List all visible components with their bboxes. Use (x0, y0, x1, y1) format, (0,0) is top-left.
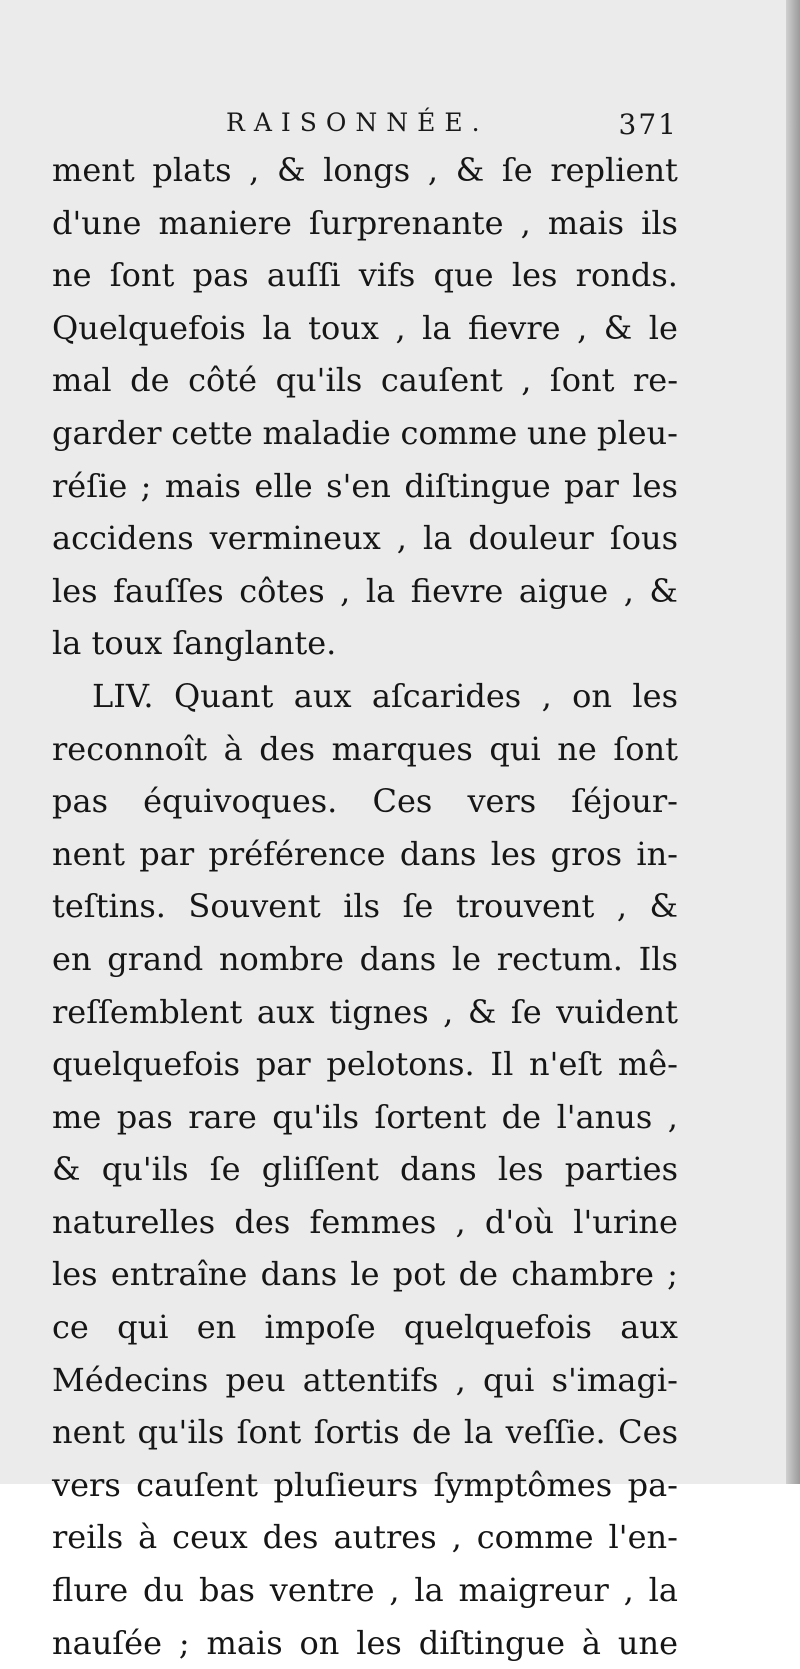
word: les (632, 466, 678, 505)
word: réſie (52, 466, 128, 505)
word: du (143, 1571, 185, 1610)
text-line (52, 1143, 678, 1196)
word: aſcarides (371, 676, 522, 715)
word: reils (52, 1518, 124, 1557)
word: aigue (518, 571, 609, 610)
word: ſéjour- (571, 782, 678, 821)
word: , (541, 676, 552, 715)
word: aux (293, 676, 352, 715)
word: à (581, 1623, 601, 1662)
word: , (455, 1202, 466, 1241)
word: le (350, 1255, 380, 1294)
word: ment (52, 151, 135, 189)
word: pa- (627, 1465, 678, 1504)
word: gliſſent (261, 1150, 379, 1189)
page-header (56, 108, 678, 148)
text-line (52, 460, 678, 513)
text-line (52, 565, 678, 618)
word: mais (164, 466, 241, 505)
word: des (259, 729, 316, 768)
word: vuident (556, 992, 678, 1031)
word: la (648, 1571, 678, 1610)
word: & (455, 151, 485, 189)
word: , (667, 1097, 678, 1136)
word: , (455, 1360, 466, 1399)
text-line (52, 986, 678, 1039)
word: pleu- (596, 413, 678, 452)
word: qu'ils (272, 1097, 360, 1136)
word: qui (483, 1360, 535, 1399)
word: les (356, 1623, 402, 1662)
word: bas (198, 1571, 255, 1610)
word: ſe (402, 887, 434, 926)
word: auſſi (266, 256, 341, 295)
word: n'eſt (529, 1045, 603, 1084)
word: comme (476, 1518, 594, 1557)
word: ſortis (313, 1413, 400, 1452)
word: ſont (109, 256, 175, 295)
text-line (52, 1354, 678, 1407)
word: en (196, 1308, 237, 1347)
word: les (52, 1255, 98, 1294)
word: & (52, 1150, 81, 1189)
word: Ces (372, 782, 433, 821)
word: des (262, 1518, 319, 1557)
word: équivoques. (143, 782, 338, 821)
word: le (648, 308, 678, 347)
word: cauſent (380, 361, 503, 400)
word: ſont (613, 729, 678, 768)
word: peu (225, 1360, 286, 1399)
word: , (577, 308, 588, 347)
text-line (52, 670, 678, 723)
word: la (262, 308, 292, 347)
word: mais (547, 203, 624, 242)
word: pas (192, 256, 249, 295)
text-line (52, 512, 678, 565)
word: ſurprenante (309, 203, 504, 242)
word: maniere (158, 203, 292, 242)
word: ; (667, 1255, 678, 1294)
word: ſe (510, 992, 542, 1031)
word: les (490, 834, 537, 873)
word: de (130, 361, 170, 400)
word: la (463, 1413, 494, 1452)
word: Il (490, 1045, 514, 1084)
word: longs (323, 151, 411, 189)
word: replient (550, 151, 678, 189)
text-line (52, 144, 678, 197)
word: trouvent (455, 887, 595, 926)
line-text: la toux ſanglante. (52, 624, 337, 663)
word: l'anus (556, 1097, 653, 1136)
word: par (564, 466, 619, 505)
word: , (443, 992, 454, 1031)
word: reſſemblent (52, 992, 243, 1031)
word: de (412, 1413, 452, 1452)
word: nombre (218, 939, 344, 978)
word: nent (52, 834, 126, 873)
word: grand (107, 939, 204, 978)
word: en (52, 939, 92, 978)
word: reconnoît (52, 729, 207, 768)
word: dans (399, 834, 477, 873)
word: aux (620, 1308, 678, 1347)
word: pelotons. (326, 1045, 475, 1084)
word: comme (400, 413, 518, 452)
word: la (414, 1571, 444, 1610)
word: une (617, 1623, 678, 1662)
word: vers (467, 782, 537, 821)
word: cauſent (136, 1465, 259, 1504)
word: gros (550, 834, 623, 873)
word: vifs (358, 256, 416, 295)
word: ; (140, 466, 152, 505)
word: ronds. (575, 256, 678, 295)
word: elle (254, 466, 313, 505)
word: s'imagi- (551, 1360, 678, 1399)
word: , (249, 151, 260, 189)
word: dans (260, 1255, 338, 1294)
word: une (527, 413, 588, 452)
word: ſe (209, 1150, 241, 1189)
word: , (340, 571, 351, 610)
word: rectum. (496, 939, 623, 978)
text-line (52, 775, 678, 828)
word: pas (52, 782, 108, 821)
text-line (52, 1301, 678, 1354)
word: me (52, 1097, 102, 1136)
word: , (395, 308, 406, 347)
word: les (632, 676, 678, 715)
word: d'où (484, 1202, 555, 1241)
word: côtes (239, 571, 325, 610)
word: femmes (309, 1202, 437, 1241)
word: que (433, 256, 494, 295)
word: d'une (52, 203, 142, 242)
word: & (467, 992, 497, 1031)
word: s'en (326, 466, 391, 505)
word: autres (333, 1518, 437, 1557)
word: diſtingue (418, 1623, 566, 1662)
word: rare (188, 1097, 257, 1136)
text-line (52, 828, 678, 881)
word: ne (52, 256, 92, 295)
word: les (497, 1150, 544, 1189)
word: qu'ils (137, 1413, 225, 1452)
word: flure (52, 1571, 129, 1610)
running-head: RAISONNÉE. (226, 108, 489, 137)
word: le (451, 939, 482, 978)
text-line (52, 1459, 678, 1512)
word: mais (206, 1623, 283, 1662)
word: & (277, 151, 306, 189)
word: ſe (501, 151, 533, 189)
word: maladie (262, 413, 391, 452)
word: maigreur (458, 1571, 609, 1610)
word: in- (636, 834, 678, 873)
word: Quant (173, 676, 274, 715)
word: , (623, 571, 634, 610)
word: chambre (511, 1255, 654, 1294)
word: qui (489, 729, 541, 768)
text-line (52, 1091, 678, 1144)
word: marques (331, 729, 473, 768)
word: pas (116, 1097, 173, 1136)
word: , (451, 1518, 462, 1557)
word: ſont (236, 1413, 302, 1452)
text-line (52, 407, 678, 460)
word: on (299, 1623, 340, 1662)
word: quelquefois (403, 1308, 592, 1347)
word: entraîne (110, 1255, 248, 1294)
text-line (52, 1248, 678, 1301)
word: fievre (410, 571, 504, 610)
word: , (521, 361, 532, 400)
word: re- (632, 361, 678, 400)
word: de (458, 1255, 499, 1294)
word: pluſieurs (273, 1465, 419, 1504)
word: des (234, 1202, 291, 1241)
word: naturelles (52, 1202, 216, 1241)
word: par (255, 1045, 311, 1084)
page-edge-shadow (786, 0, 800, 1484)
word: ne (557, 729, 597, 768)
word: préférence (208, 834, 386, 873)
word: ; (178, 1623, 190, 1662)
text-line (52, 1564, 678, 1617)
word: côté (188, 361, 258, 400)
word: dans (400, 1150, 477, 1189)
text-line (52, 249, 678, 302)
word: & (649, 571, 678, 610)
text-line (52, 1406, 678, 1459)
word: douleur (468, 519, 594, 558)
word: l'urine (573, 1202, 678, 1241)
word: , (616, 887, 627, 926)
text-line (52, 1196, 678, 1249)
word: ce (52, 1308, 89, 1347)
word: , (520, 203, 531, 242)
word: Ils (638, 939, 678, 978)
word: ventre (269, 1571, 375, 1610)
word: & (603, 308, 633, 347)
word: ſous (609, 519, 678, 558)
word: , (396, 519, 407, 558)
word: qu'ils (101, 1150, 189, 1189)
word: accidens (52, 519, 194, 558)
word: mal (52, 361, 112, 400)
word: par (139, 834, 195, 873)
word: la (365, 571, 396, 610)
text-line (52, 354, 678, 407)
word: teſtins. (52, 887, 166, 926)
word: l'en- (608, 1518, 678, 1557)
word: cette (171, 413, 253, 452)
word: ceux (172, 1518, 248, 1557)
word: de (501, 1097, 542, 1136)
word: dans (359, 939, 437, 978)
text-line (52, 197, 678, 250)
word: vers (52, 1465, 121, 1504)
word: les (52, 571, 98, 610)
word: , (623, 1571, 634, 1610)
word: les (511, 256, 558, 295)
word: diſtingue (404, 466, 551, 505)
word: impoſe (264, 1308, 376, 1347)
word: la (423, 519, 453, 558)
word: à (223, 729, 243, 768)
word: pot (392, 1255, 446, 1294)
word: ils (641, 203, 678, 242)
word: fauſſes (113, 571, 224, 610)
word: mê- (617, 1045, 678, 1084)
word: on (572, 676, 612, 715)
word: Médecins (52, 1360, 209, 1399)
word: Ces (618, 1413, 678, 1452)
word: attentifs (302, 1360, 439, 1399)
word: ſont (549, 361, 615, 400)
word: la (422, 308, 452, 347)
word: plats (152, 151, 232, 189)
word: Quelquefois (52, 308, 246, 347)
word: qu'ils (275, 361, 363, 400)
word: LIV. (92, 676, 154, 715)
word: qui (117, 1308, 169, 1347)
word: ſortent (374, 1097, 487, 1136)
word: veſſie. (505, 1413, 606, 1452)
word: parties (564, 1150, 678, 1189)
word: nauſée (52, 1623, 163, 1662)
word: toux (308, 308, 379, 347)
word: aux (256, 992, 315, 1031)
text-line (52, 723, 678, 776)
word: à (138, 1518, 158, 1557)
body-text (52, 144, 678, 1669)
text-line (52, 933, 678, 986)
word: ils (343, 887, 381, 926)
text-line (52, 880, 678, 933)
text-line (52, 1511, 678, 1564)
word: quelquefois (52, 1045, 241, 1084)
word: vermineux (209, 519, 381, 558)
text-line (52, 1038, 678, 1091)
word: , (427, 151, 439, 189)
page-number: 371 (618, 108, 678, 141)
word: Souvent (188, 887, 321, 926)
word: & (649, 887, 678, 926)
text-line (52, 1617, 678, 1669)
text-line (52, 617, 678, 670)
word: , (389, 1571, 400, 1610)
word: nent (52, 1413, 126, 1452)
word: garder (52, 413, 162, 452)
word: fievre (467, 308, 561, 347)
text-line (52, 302, 678, 355)
word: tignes (329, 992, 429, 1031)
word: ſymptômes (433, 1465, 613, 1504)
